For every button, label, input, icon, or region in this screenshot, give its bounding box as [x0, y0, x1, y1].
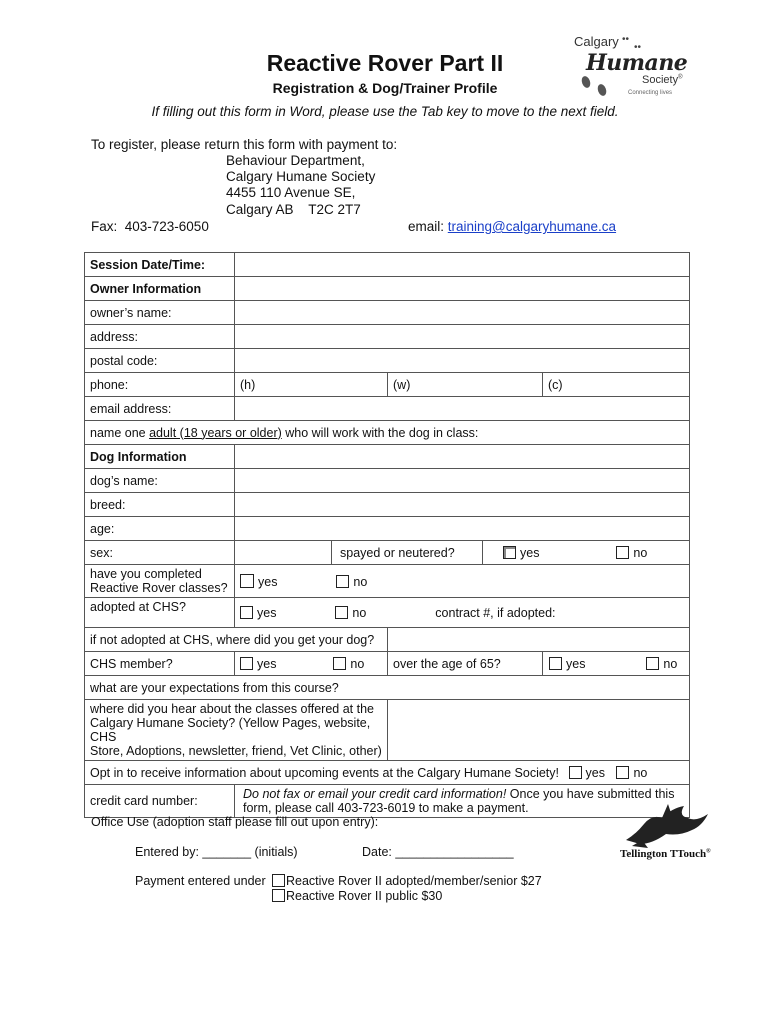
payment-option-1: Reactive Rover II adopted/member/senior $27: [272, 874, 542, 888]
instruction-note: If filling out this form in Word, please use the Tab key to move to the next field.: [151, 104, 619, 119]
age-label: age:: [85, 517, 235, 541]
ttouch-logo-text: Tellington TTouch®: [620, 848, 711, 860]
member-label: CHS member?: [85, 652, 235, 676]
row-owner-name: [85, 301, 690, 325]
over65-options: yes no: [543, 652, 690, 676]
payment-option-2-checkbox[interactable]: [272, 889, 285, 902]
row-address: [85, 325, 690, 349]
paw-icon: ••: [622, 34, 630, 45]
adopted-options: yes no contract #, if adopted:: [235, 598, 690, 628]
address-label: address:: [85, 325, 235, 349]
payment-option-1-checkbox[interactable]: [272, 874, 285, 887]
phone-label: phone:: [85, 373, 235, 397]
member-options: yes no: [235, 652, 388, 676]
register-intro: To register, please return this form with payment to:: [91, 137, 398, 152]
address-line-1: Behaviour Department,: [226, 153, 365, 168]
fax-number: Fax: 403-723-6050: [91, 219, 209, 234]
completed-label: have you completed Reactive Rover classes?: [85, 565, 235, 598]
row-credit: [85, 785, 690, 818]
adopted-no-checkbox[interactable]: [335, 606, 348, 619]
logo-text-society: Society®: [642, 74, 683, 86]
spayed-options: yes no: [483, 541, 690, 565]
address-field[interactable]: [235, 325, 690, 349]
completed-no-checkbox[interactable]: [336, 575, 349, 588]
date-field[interactable]: Date: _________________: [362, 845, 514, 859]
row-adult: [85, 421, 690, 445]
owner-name-label: owner’s name:: [85, 301, 235, 325]
heard-label: where did you hear about the classes offered at the Calgary Humane Society? (Yellow Pages, website, CHS Store, Adoptions, newsletter, friend, Vet Clinic, other): [85, 700, 388, 761]
owner-section-header: Owner Information: [85, 277, 235, 301]
sex-field[interactable]: [235, 541, 332, 565]
footprints-icon: [572, 74, 632, 98]
spayed-yes-checkbox[interactable]: [503, 546, 516, 559]
over65-yes-checkbox[interactable]: [549, 657, 562, 670]
row-phone: [85, 373, 690, 397]
dog-name-field[interactable]: [235, 469, 690, 493]
logo-tagline: Connecting lives: [628, 90, 673, 96]
postal-label: postal code:: [85, 349, 235, 373]
optin-row: Opt in to receive information about upcoming events at the Calgary Humane Society! yes no: [85, 761, 690, 785]
logo-text-calgary: Calgary: [574, 34, 619, 49]
credit-label: credit card number:: [85, 785, 235, 818]
row-completed: [85, 565, 690, 598]
email-link[interactable]: training@calgaryhumane.ca: [447, 219, 617, 234]
member-no-checkbox[interactable]: [333, 657, 346, 670]
office-use-label: Office Use (adoption staff please fill out upon entry):: [91, 815, 379, 829]
session-input[interactable]: [235, 253, 690, 277]
heard-field[interactable]: [388, 700, 690, 761]
row-owner-header: [85, 277, 690, 301]
session-label: Session Date/Time:: [85, 253, 235, 277]
entered-by-field[interactable]: Entered by: _______ (initials): [135, 845, 298, 859]
ttouch-logo-icon: [622, 800, 714, 850]
row-session: [85, 253, 690, 277]
credit-note: Do not fax or email your credit card information! Once you have submitted this form, please call 403-723-6019 to make a payment.: [235, 785, 690, 818]
row-expectations: [85, 676, 690, 700]
member-yes-checkbox[interactable]: [240, 657, 253, 670]
sex-label: sex:: [85, 541, 235, 565]
not-adopted-label: if not adopted at CHS, where did you get your dog?: [85, 628, 388, 652]
row-email: [85, 397, 690, 421]
dog-name-label: dog’s name:: [85, 469, 235, 493]
age-field[interactable]: [235, 517, 690, 541]
form-title: Reactive Rover Part II: [266, 50, 504, 76]
email-line: email: training@calgaryhumane.ca: [408, 219, 617, 234]
phone-home-field[interactable]: (h): [235, 373, 388, 397]
row-age: [85, 517, 690, 541]
spayed-no-checkbox[interactable]: [616, 546, 629, 559]
row-adopted: [85, 598, 690, 628]
completed-yes-checkbox[interactable]: [240, 574, 254, 588]
breed-label: breed:: [85, 493, 235, 517]
address-line-3: 4455 110 Avenue SE,: [226, 185, 356, 200]
row-postal: [85, 349, 690, 373]
owner-name-field[interactable]: [235, 301, 690, 325]
row-member: [85, 652, 690, 676]
row-heard: [85, 700, 690, 761]
row-sex: [85, 541, 690, 565]
payment-label: Payment entered under: [135, 874, 266, 888]
dog-section-header: Dog Information: [85, 445, 235, 469]
email-label: email address:: [85, 397, 235, 421]
row-dog-header: [85, 445, 690, 469]
logo-text-humane: Humane: [586, 50, 688, 76]
row-not-adopted: [85, 628, 690, 652]
payment-option-2: Reactive Rover II public $30: [272, 889, 442, 903]
row-breed: [85, 493, 690, 517]
row-dog-name: [85, 469, 690, 493]
phone-cell-field[interactable]: (c): [543, 373, 690, 397]
address-line-2: Calgary Humane Society: [226, 169, 376, 184]
calgary-humane-logo: [572, 30, 692, 100]
adult-field[interactable]: name one adult (18 years or older) who will work with the dog in class:: [85, 421, 690, 445]
paw-icon: ••: [634, 42, 642, 53]
registration-table: [84, 252, 690, 818]
not-adopted-field[interactable]: [388, 628, 690, 652]
over65-label: over the age of 65?: [388, 652, 543, 676]
row-optin: [85, 761, 690, 785]
expectations-field[interactable]: what are your expectations from this course?: [85, 676, 690, 700]
address-line-4: Calgary AB T2C 2T7: [226, 202, 361, 217]
email-field[interactable]: [235, 397, 690, 421]
optin-no-checkbox[interactable]: [616, 766, 629, 779]
optin-yes-checkbox[interactable]: [569, 766, 582, 779]
adopted-yes-checkbox[interactable]: [240, 606, 253, 619]
completed-options: yes no: [235, 565, 690, 598]
over65-no-checkbox[interactable]: [646, 657, 659, 670]
breed-field[interactable]: [235, 493, 690, 517]
postal-field[interactable]: [235, 349, 690, 373]
contract-label: contract #, if adopted:: [435, 605, 556, 620]
form-subtitle: Registration & Dog/Trainer Profile: [272, 80, 498, 96]
spayed-label: spayed or neutered?: [332, 541, 483, 565]
phone-work-field[interactable]: (w): [388, 373, 543, 397]
adopted-label: adopted at CHS?: [85, 598, 235, 628]
